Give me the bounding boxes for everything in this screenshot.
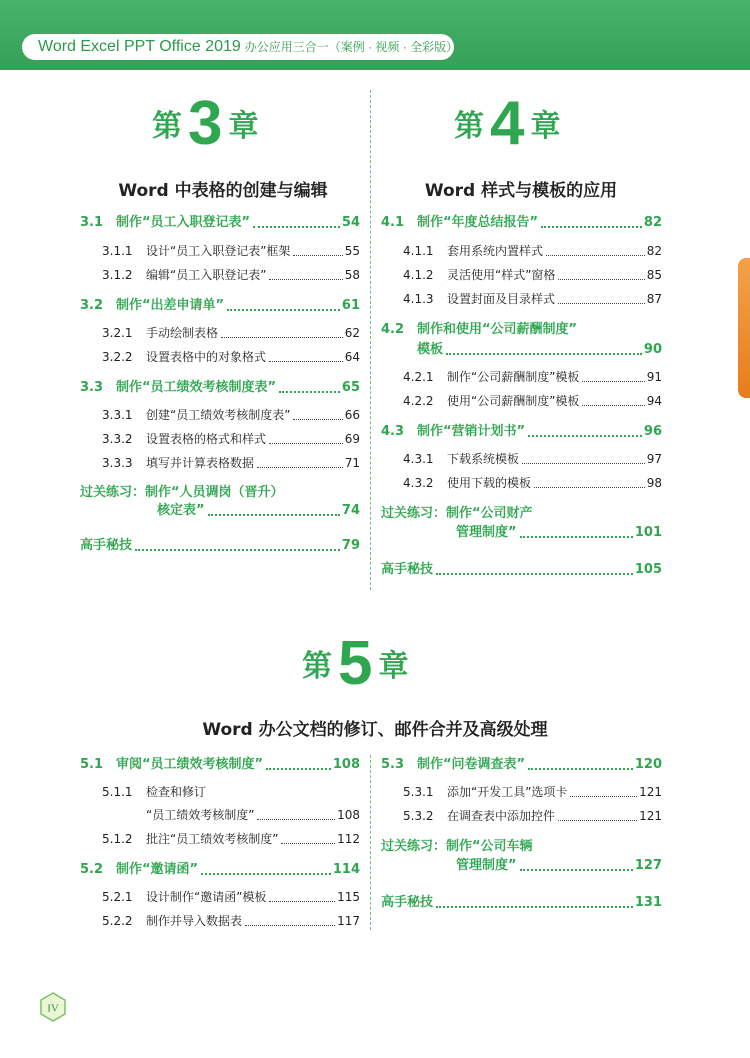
toc-entry[interactable]: 4.3.2 使用下载的模板 98 [403, 476, 662, 490]
chapter-4-title: Word 样式与模板的应用 [424, 181, 618, 201]
toc-entry[interactable]: 3.3 制作“员工绩效考核制度表” 65 [80, 380, 360, 395]
toc-entry[interactable]: 3.2 制作“出差申请单” 61 [80, 298, 360, 313]
chapter-number: 3 [188, 89, 223, 158]
toc-entry[interactable]: 管理制度” 127 [456, 858, 662, 873]
toc-entry[interactable]: 5.1.2 批注“员工绩效考核制度” 112 [102, 832, 360, 846]
column-divider [370, 755, 371, 930]
book-title [38, 37, 458, 57]
book-subtitle: 办公应用三合一（案例 · 视频 · 全彩版） [244, 40, 459, 54]
toc-entry[interactable]: 4.3.1 下载系统模板 97 [403, 452, 662, 466]
chapter-3-heading [152, 88, 258, 159]
page-number: IV [47, 1002, 59, 1015]
chapter-5-title: Word 办公文档的修订、邮件合并及高级处理 [202, 720, 548, 740]
chapter-number: 5 [338, 629, 373, 698]
toc-practice-line1[interactable]: 过关练习：制作“公司车辆 [381, 839, 533, 854]
chapter-edge-tab [738, 258, 750, 398]
toc-entry[interactable]: “员工绩效考核制度” 108 [146, 808, 360, 822]
chapter-number: 4 [490, 89, 525, 158]
chapter-5-heading [302, 628, 408, 699]
toc-entry[interactable]: 3.3.2 设置表格的格式和样式 69 [102, 432, 360, 446]
toc-entry[interactable]: 5.2.2 制作并导入数据表 117 [102, 914, 360, 928]
toc-entry[interactable]: 高手秘技 105 [381, 562, 662, 577]
chapter-suffix: 章 [530, 109, 561, 144]
toc-entry[interactable]: 核定表” 74 [157, 503, 360, 518]
chapter-prefix: 第 [302, 649, 332, 684]
toc-entry[interactable]: 高手秘技 79 [80, 538, 360, 553]
toc-entry[interactable]: 4.2.1 制作“公司薪酬制度”模板 91 [403, 370, 662, 384]
toc-entry[interactable]: 4.1.2 灵活使用“样式”窗格 85 [403, 268, 662, 282]
toc-entry[interactable]: 4.1.1 套用系统内置样式 82 [403, 244, 662, 258]
toc-section-line1[interactable]: 4.2 制作和使用“公司薪酬制度” [381, 322, 578, 337]
toc-entry[interactable]: 5.2.1 设计制作“邀请函”模板 115 [102, 890, 360, 904]
toc-entry[interactable]: 4.3 制作“营销计划书” 96 [381, 424, 662, 439]
toc-entry[interactable]: 管理制度” 101 [456, 525, 662, 540]
toc-entry[interactable]: 4.2.2 使用“公司薪酬制度”模板 94 [403, 394, 662, 408]
toc-entry[interactable]: 3.1 制作“员工入职登记表” 54 [80, 215, 360, 230]
toc-entry[interactable]: 5.3.1 添加“开发工具”选项卡 121 [403, 785, 662, 799]
toc-entry[interactable]: 3.3.3 填写并计算表格数据 71 [102, 456, 360, 470]
toc-entry[interactable]: 5.2 制作“邀请函” 114 [80, 862, 360, 877]
toc-sub-line1[interactable]: 5.1.1 检查和修订 [102, 785, 207, 799]
book-title-main: Word Excel PPT Office 2019 [38, 38, 241, 55]
toc-entry[interactable]: 模板 90 [417, 342, 662, 357]
chapter-3-title: Word 中表格的创建与编辑 [118, 181, 328, 201]
toc-entry[interactable]: 4.1.3 设置封面及目录样式 87 [403, 292, 662, 306]
toc-entry[interactable]: 5.3 制作“问卷调查表” 120 [381, 757, 662, 772]
toc-entry[interactable]: 3.1.1 设计“员工入职登记表”框架 55 [102, 244, 360, 258]
toc-entry[interactable]: 高手秘技 131 [381, 895, 662, 910]
toc-entry[interactable]: 3.3.1 创建“员工绩效考核制度表” 66 [102, 408, 360, 422]
toc-entry[interactable]: 3.2.1 手动绘制表格 62 [102, 326, 360, 340]
toc-entry[interactable]: 5.3.2 在调查表中添加控件 121 [403, 809, 662, 823]
toc-entry[interactable]: 4.1 制作“年度总结报告” 82 [381, 215, 662, 230]
column-divider [370, 90, 371, 590]
chapter-suffix: 章 [228, 109, 259, 144]
toc-entry[interactable]: 5.1 审阅“员工绩效考核制度” 108 [80, 757, 360, 772]
toc-entry[interactable]: 3.2.2 设置表格中的对象格式 64 [102, 350, 360, 364]
toc-practice-line1[interactable]: 过关练习：制作“人员调岗（晋升） [80, 485, 284, 500]
toc-entry[interactable]: 3.1.2 编辑“员工入职登记表” 58 [102, 268, 360, 282]
toc-practice-line1[interactable]: 过关练习：制作“公司财产 [381, 506, 533, 521]
chapter-suffix: 章 [378, 649, 409, 684]
chapter-prefix: 第 [454, 109, 484, 144]
page-number-badge [38, 992, 68, 1022]
chapter-4-heading [454, 88, 560, 159]
chapter-prefix: 第 [152, 109, 182, 144]
